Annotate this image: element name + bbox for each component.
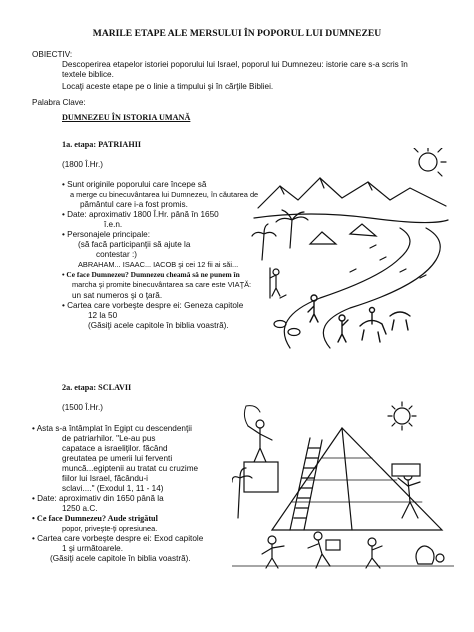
stage1-line: (Găsiţi acele capitole în biblia voastră). [88,321,229,330]
stage2-line: de patriarhilor. "Le-au pus [62,434,156,443]
stage2-line: • Asta s-a întâmplat în Egipt cu descendenţii [32,424,192,433]
stage2-heading: 2a. etapa: SCLAVII [62,383,132,392]
stage1-line: (să facă participanţii să ajute la [78,240,191,249]
stage1-line: a merge cu binecuvântarea lui Dumnezeu, în căutarea de [70,190,259,199]
stage2-line: • Ce face Dumnezeu? Aude strigătul [32,514,158,523]
stage1-line: ABRAHAM... ISAAC... IACOB şi cei 12 fii ai săi... [78,260,239,269]
slaves-building-pyramid-illustration [232,398,454,570]
stage1-line: pământul care i-a fost promis. [80,200,188,209]
stage1-line: contestar :) [96,250,137,259]
patriarchs-journey-illustration [250,148,450,353]
stage1-line: • Ce face Dumnezeu? Dumnezeu cheamă să ne punem în [62,270,240,279]
stage1-line: î.e.n. [104,220,123,229]
stage1-heading: 1a. etapa: PATRIAHII [62,140,142,149]
stage2-line: • Date: aproximativ din 1650 până la [32,494,164,503]
stage2-line: muncă...egiptenii au tratat cu cruzime [62,464,199,473]
stage2-line: • Cartea care vorbeşte despre ei: Exod capitole [32,534,204,543]
objective-label: OBIECTIV: [32,50,73,59]
stage2-line: popor, priveşte-ţi opresiunea. [62,524,158,533]
stage1-date: (1800 Î.Hr.) [62,160,103,169]
stage2-line: capatace a israeliţilor. făcând [62,444,168,453]
stage1-line: • Personajele principale: [62,230,150,239]
page-title: MARILE ETAPE ALE MERSULUI ÎN POPORUL LUI DUMNEZEU [92,28,382,39]
keywords-label: Palabra Clave: [32,98,86,107]
stage1-line: marcha şi promite binecuvântarea sa care este VIAŢĂ: [72,280,252,289]
objective-line-3: Locaţi aceste etape pe o linie a timpului şi în cărţile Bibliei. [62,82,274,91]
stage1-line: un sat numeros şi o ţară. [72,291,163,300]
objective-line-2: textele biblice. [62,70,114,79]
objective-line-1: Descoperirea etapelor istoriei poporului lui Israel, poporul lui Dumnezeu: istorie care s-a scris în [62,60,408,69]
stage2-line: greutatea pe umerii lui ferventi [62,454,173,463]
stage2-line: 1 şi următoarele. [62,544,123,553]
stage2-line: 1250 a.C. [62,504,98,513]
stage1-line: 12 la 50 [88,311,118,320]
stage2-line: fiilor lui Israel, făcându-i [62,474,149,483]
stage2-line: sclavi...." (Exodul 1, 11 - 14) [62,484,164,493]
stage2-date: (1500 Î.Hr.) [62,403,103,412]
stage2-line: (Găsiţi acele capitole în biblia voastră). [50,554,191,563]
stage1-line: • Sunt originile poporului care începe să [62,180,207,189]
section-heading: DUMNEZEU ÎN ISTORIA UMANĂ [62,113,191,122]
stage1-line: • Cartea care vorbeşte despre ei: Geneza capitole [62,301,244,310]
stage1-line: • Date: aproximativ 1800 Î.Hr. până în 1650 [62,210,219,219]
